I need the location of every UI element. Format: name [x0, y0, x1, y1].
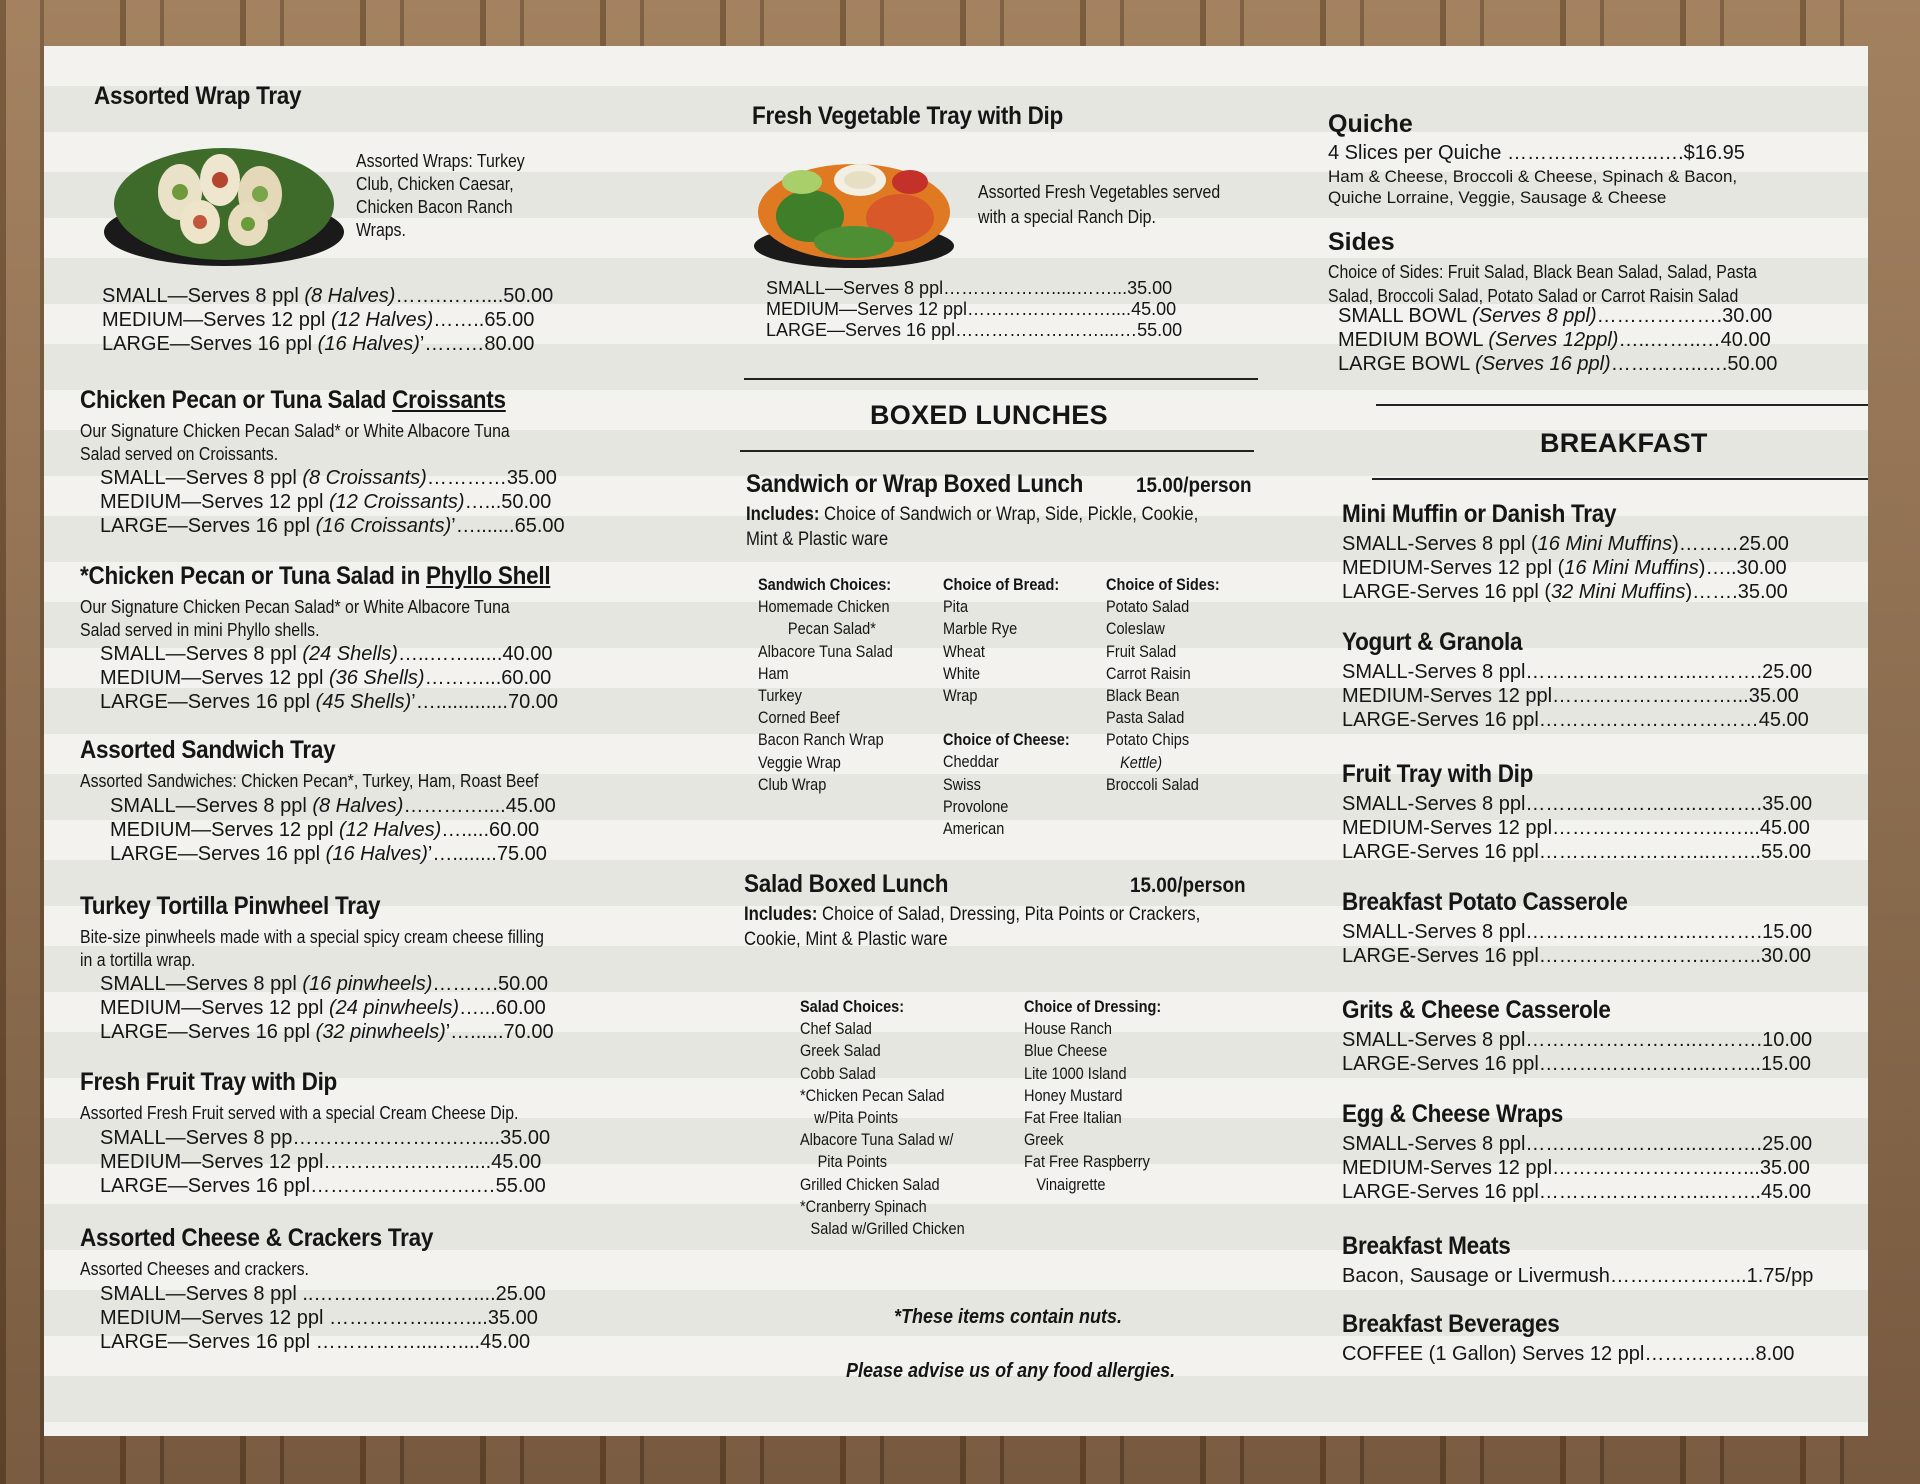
price-line: SMALL-Serves 8 ppl (16 Mini Muffins)………25.00	[1342, 533, 1789, 555]
list-item: Wrap	[943, 687, 978, 706]
divider	[1372, 478, 1868, 480]
desc-line: Assorted Sandwiches: Chicken Pecan*, Turkey, Ham, Roast Beef	[80, 771, 539, 791]
sandwich-tray-title: Assorted Sandwich Tray	[80, 736, 336, 764]
potato-casserole-title: Breakfast Potato Casserole	[1342, 888, 1628, 916]
quiche-price: 4 Slices per Quiche …………………..….$16.95	[1328, 142, 1745, 164]
pinwheel-prices	[100, 972, 554, 1044]
croissant-description	[80, 420, 510, 466]
price-line: SMALL—Serves 8 ppl (8 Halves)…….……....50.00	[102, 285, 554, 307]
includes-line: Cookie, Mint & Plastic ware	[744, 929, 948, 950]
price-line: LARGE-Serves 16 ppl……………………………45.00	[1342, 709, 1809, 731]
desc-line: Salad served in mini Phyllo shells.	[80, 620, 320, 640]
desc-line: Quiche Lorraine, Veggie, Sausage & Cheese	[1328, 188, 1667, 207]
list-item: *Chicken Pecan Salad	[800, 1086, 945, 1105]
price-line: SMALL—Serves 8 ppl……………….....……...35.00	[766, 278, 1173, 298]
list-item: Pecan Salad*	[787, 620, 876, 639]
list-item: Grilled Chicken Salad	[800, 1175, 940, 1194]
cheese-tray-title: Assorted Cheese & Crackers Tray	[80, 1224, 434, 1252]
list-item: Pita	[943, 598, 969, 617]
price-line: SMALL-Serves 8 ppl……………………..……….25.00	[1342, 661, 1813, 683]
list-item: Pita Points	[817, 1153, 888, 1172]
price-line: SMALL—Serves 8 pp…………………….…....35.00	[100, 1127, 551, 1149]
list-item: Carrot Raisin	[1106, 664, 1191, 683]
phyllo-title: *Chicken Pecan or Tuna Salad in Phyllo Shell	[80, 562, 551, 590]
list-item: Coleslaw	[1106, 620, 1165, 639]
desc-line: Our Signature Chicken Pecan Salad* or White Albacore Tuna	[80, 597, 510, 617]
price-line: SMALL-Serves 8 ppl……………………..……….25.00	[1342, 1133, 1813, 1155]
list-item: House Ranch	[1024, 1020, 1112, 1039]
desc-line: in a tortilla wrap.	[80, 950, 196, 970]
muffin-tray-title: Mini Muffin or Danish Tray	[1342, 500, 1617, 528]
desc-line: Assorted Fresh Fruit served with a special Cream Cheese Dip.	[80, 1103, 519, 1123]
price-line: COFFEE (1 Gallon) Serves 12 ppl……………..8.00	[1342, 1343, 1795, 1365]
column-header: Salad Choices:	[800, 998, 905, 1016]
list-item: Swiss	[943, 775, 981, 794]
list-item: Albacore Tuna Salad w/	[800, 1131, 954, 1150]
column-header: Choice of Cheese:	[943, 731, 1070, 750]
list-item: Provolone	[943, 797, 1009, 816]
price-line: SMALL—Serves 8 ppl (8 Croissants)…………35.00	[100, 467, 557, 489]
list-item: American	[943, 820, 1005, 839]
list-item: Potato Chips	[1106, 731, 1190, 750]
price-line: SMALL-Serves 8 ppl……………………..……….10.00	[1342, 1029, 1813, 1051]
salad-box-includes	[744, 902, 1200, 952]
fruit-tray-prices	[100, 1126, 550, 1198]
sandwich-tray-prices	[110, 794, 556, 866]
sides-description	[1328, 260, 1757, 308]
desc-line: Salad, Broccoli Salad, Potato Salad or Carrot Raisin Salad	[1328, 286, 1739, 306]
price-line: LARGE-Serves 16 ppl (32 Mini Muffins)…….35.00	[1342, 581, 1788, 603]
price-line: SMALL—Serves 8 ppl (24 Shells)…..……......40.00	[100, 643, 553, 665]
price-line: LARGE-Serves 16 ppl……………………..……..45.00	[1342, 1181, 1812, 1203]
sandwich-box-title: Sandwich or Wrap Boxed Lunch	[746, 470, 1084, 498]
price-line: MEDIUM-Serves 12 ppl (16 Mini Muffins)…..30.00	[1342, 557, 1787, 579]
price-line: MEDIUM—Serves 12 ppl (24 pinwheels)…...60.00	[100, 997, 546, 1019]
price-line: SMALL-Serves 8 ppl……………………..……….35.00	[1342, 793, 1813, 815]
muffin-tray-prices	[1342, 532, 1789, 604]
list-item: Black Bean	[1106, 687, 1180, 706]
price-line: MEDIUM-Serves 12 ppl……………………..…...35.00	[1342, 1157, 1810, 1179]
desc-line: Choice of Sides: Fruit Salad, Black Bean Salad, Salad, Pasta	[1328, 262, 1757, 282]
allergy-notice: Please advise us of any food allergies.	[846, 1360, 1176, 1382]
list-item: Potato Salad	[1106, 598, 1190, 617]
quiche-title: Quiche	[1328, 110, 1413, 138]
list-item: Homemade Chicken	[758, 598, 890, 617]
list-item: *Cranberry Spinach	[800, 1197, 927, 1216]
sandwich-box-price: 15.00/person	[1136, 474, 1252, 497]
wrap-tray-title: Assorted Wrap Tray	[94, 82, 302, 110]
breakfast-heading: BREAKFAST	[1540, 428, 1708, 458]
sandwich-choices	[758, 574, 893, 796]
pinwheel-title: Turkey Tortilla Pinwheel Tray	[80, 892, 381, 920]
breakfast-meats-title: Breakfast Meats	[1342, 1232, 1511, 1260]
cheese-tray-prices	[100, 1282, 546, 1354]
boxed-lunches-heading: BOXED LUNCHES	[870, 400, 1108, 430]
column-header: Choice of Bread:	[943, 576, 1060, 594]
sandwich-box-includes	[746, 502, 1198, 552]
phyllo-description	[80, 596, 510, 642]
fruit-tray-description	[80, 1102, 518, 1125]
bread-choices	[943, 574, 1070, 840]
list-item: Albacore Tuna Salad	[758, 642, 893, 661]
salad-box-title: Salad Boxed Lunch	[744, 870, 949, 898]
breakfast-beverages-prices	[1342, 1342, 1794, 1366]
includes-line: Mint & Plastic ware	[746, 529, 889, 550]
list-item: Cheddar	[943, 753, 999, 772]
list-item: Veggie Wrap	[758, 753, 841, 772]
list-item: w/Pita Points	[814, 1109, 899, 1128]
list-item: Greek Salad	[800, 1042, 881, 1061]
desc-line: Assorted Wraps: Turkey	[356, 151, 525, 171]
price-line: LARGE-Serves 16 ppl……………………..……..55.00	[1342, 841, 1812, 863]
grits-casserole-title: Grits & Cheese Casserole	[1342, 996, 1611, 1024]
list-item: Fat Free Italian	[1024, 1109, 1122, 1128]
price-line: MEDIUM—Serves 12 ppl……………………....45.00	[766, 299, 1177, 319]
list-item: Fruit Salad	[1106, 642, 1177, 661]
pinwheel-description	[80, 926, 544, 972]
dressing-choices	[1024, 996, 1161, 1196]
nut-warning: *These items contain nuts.	[894, 1306, 1123, 1328]
desc-line: Assorted Cheeses and crackers.	[80, 1259, 309, 1279]
price-line: SMALL—Serves 8 ppl (16 pinwheels)……….50.00	[100, 973, 549, 995]
price-line: LARGE—Serves 16 ppl……………………....…55.00	[766, 320, 1183, 340]
price-line: MEDIUM—Serves 12 ppl (12 Croissants)…...50.00	[100, 491, 552, 513]
sides-title: Sides	[1328, 228, 1395, 256]
fruit-tray-title: Fresh Fruit Tray with Dip	[80, 1068, 338, 1096]
list-item: Pasta Salad	[1106, 709, 1185, 728]
includes-line: Includes: Choice of Sandwich or Wrap, Side, Pickle, Cookie,	[746, 504, 1199, 525]
price-line: LARGE-Serves 16 ppl……………………..……..15.00	[1342, 1053, 1812, 1075]
desc-line: Salad served on Croissants.	[80, 444, 279, 464]
breakfast-beverages-title: Breakfast Beverages	[1342, 1310, 1560, 1338]
cheese-tray-description	[80, 1258, 309, 1281]
price-line: MEDIUM—Serves 12 ppl (36 Shells)………...60.00	[100, 667, 552, 689]
desc-line: Ham & Cheese, Broccoli & Cheese, Spinach & Bacon,	[1328, 167, 1738, 186]
grits-casserole-prices	[1342, 1028, 1812, 1076]
divider	[744, 378, 1258, 380]
egg-wraps-prices	[1342, 1132, 1812, 1204]
desc-line: Club, Chicken Caesar,	[356, 174, 514, 194]
list-item: Lite 1000 Island	[1024, 1064, 1127, 1083]
price-line: LARGE-Serves 16 ppl……………………..……..30.00	[1342, 945, 1812, 967]
veg-tray-prices	[766, 278, 1182, 341]
menu-panel	[44, 46, 1868, 1436]
list-item: Club Wrap	[758, 775, 827, 794]
list-item: Kettle)	[1120, 753, 1163, 772]
phyllo-prices	[100, 642, 558, 714]
column-header: Choice of Sides:	[1106, 576, 1220, 594]
veg-tray-description	[978, 180, 1220, 230]
list-item: Broccoli Salad	[1106, 775, 1199, 794]
price-line: Bacon, Sausage or Livermush………………...1.75/pp	[1342, 1265, 1814, 1287]
list-item: Turkey	[758, 687, 802, 706]
list-item: Bacon Ranch Wrap	[758, 731, 884, 750]
wrap-tray-description	[356, 150, 525, 242]
price-line: LARGE—Serves 16 ppl (16 Halves)’………80.00	[102, 333, 535, 355]
fruit-dip-prices	[1342, 792, 1812, 864]
divider	[740, 450, 1254, 452]
sides-prices	[1338, 304, 1777, 376]
yogurt-title: Yogurt & Granola	[1342, 628, 1523, 656]
price-line: LARGE BOWL (Serves 16 ppl)…………..….50.00	[1338, 353, 1778, 375]
desc-line: Bite-size pinwheels made with a special spicy cream cheese filling	[80, 927, 544, 947]
list-item: Blue Cheese	[1024, 1042, 1108, 1061]
list-item: Cobb Salad	[800, 1064, 876, 1083]
breakfast-meats-prices	[1342, 1264, 1813, 1288]
price-line: LARGE—Serves 16 ppl (16 Halves)’…........75.00	[110, 843, 547, 865]
price-line: LARGE—Serves 16 ppl (16 Croissants)’….......65.00	[100, 515, 565, 537]
list-item: Salad w/Grilled Chicken	[810, 1220, 965, 1239]
list-item: Greek	[1024, 1131, 1064, 1150]
list-item: Chef Salad	[800, 1020, 872, 1039]
list-item: Marble Rye	[943, 620, 1018, 639]
price-line: MEDIUM-Serves 12 ppl………………………...35.00	[1342, 685, 1799, 707]
wrap-tray-prices	[102, 284, 553, 356]
price-line: SMALL—Serves 8 ppl (8 Halves)…………....45.00	[110, 795, 556, 817]
price-line: SMALL BOWL (Serves 8 ppl)……………….30.00	[1338, 305, 1773, 327]
desc-line: with a special Ranch Dip.	[978, 207, 1156, 227]
salad-choices	[800, 996, 965, 1240]
potato-casserole-prices	[1342, 920, 1812, 968]
price-line: LARGE—Serves 16 ppl (45 Shells)’….............70.00	[100, 691, 558, 713]
desc-line: Assorted Fresh Vegetables served	[978, 182, 1221, 202]
list-item: Ham	[758, 664, 789, 683]
divider	[1376, 404, 1868, 406]
price-line: MEDIUM BOWL (Serves 12ppl)…..……..…40.00	[1338, 329, 1771, 351]
price-line: MEDIUM—Serves 12 ppl (12 Halves)……..65.00	[102, 309, 535, 331]
price-line: SMALL—Serves 8 ppl ..……………………....25.00	[100, 1283, 546, 1305]
croissant-title: Chicken Pecan or Tuna Salad Croissants	[80, 386, 506, 414]
price-line: SMALL-Serves 8 ppl……………………..……….15.00	[1342, 921, 1813, 943]
price-line: MEDIUM—Serves 12 ppl………………….....45.00	[100, 1151, 542, 1173]
veg-tray-photo	[750, 146, 958, 270]
egg-wraps-title: Egg & Cheese Wraps	[1342, 1100, 1564, 1128]
sandwich-tray-description	[80, 770, 538, 793]
column-header: Sandwich Choices:	[758, 576, 892, 594]
price-line: LARGE—Serves 16 ppl…………………….…55.00	[100, 1175, 546, 1197]
list-item: Wheat	[943, 642, 985, 661]
price-line: LARGE—Serves 16 ppl ……………....…....45.00	[100, 1331, 531, 1353]
list-item: Honey Mustard	[1024, 1086, 1123, 1105]
wrap-tray-photo	[100, 132, 348, 268]
croissant-prices	[100, 466, 565, 538]
list-item: Fat Free Raspberry	[1024, 1153, 1150, 1172]
list-item: Corned Beef	[758, 709, 840, 728]
desc-line: Wraps.	[356, 220, 406, 240]
yogurt-prices	[1342, 660, 1812, 732]
side-choices	[1106, 574, 1220, 796]
list-item: Vinaigrette	[1036, 1175, 1106, 1194]
price-line: MEDIUM—Serves 12 ppl (12 Halves)….....60.00	[110, 819, 540, 841]
includes-line: Includes: Choice of Salad, Dressing, Pita Points or Crackers,	[744, 904, 1201, 925]
price-line: LARGE—Serves 16 ppl (32 pinwheels)’…......70.00	[100, 1021, 554, 1043]
price-line: MEDIUM—Serves 12 ppl ……………...…....35.00	[100, 1307, 538, 1329]
desc-line: Chicken Bacon Ranch	[356, 197, 513, 217]
price-line: MEDIUM-Serves 12 ppl……………………..…...45.00	[1342, 817, 1810, 839]
desc-line: Our Signature Chicken Pecan Salad* or White Albacore Tuna	[80, 421, 510, 441]
list-item: White	[943, 664, 981, 683]
column-header: Choice of Dressing:	[1024, 998, 1162, 1016]
quiche-description	[1328, 166, 1737, 208]
salad-box-price: 15.00/person	[1130, 874, 1246, 897]
veg-tray-title: Fresh Vegetable Tray with Dip	[752, 102, 1064, 130]
fruit-dip-title: Fruit Tray with Dip	[1342, 760, 1534, 788]
